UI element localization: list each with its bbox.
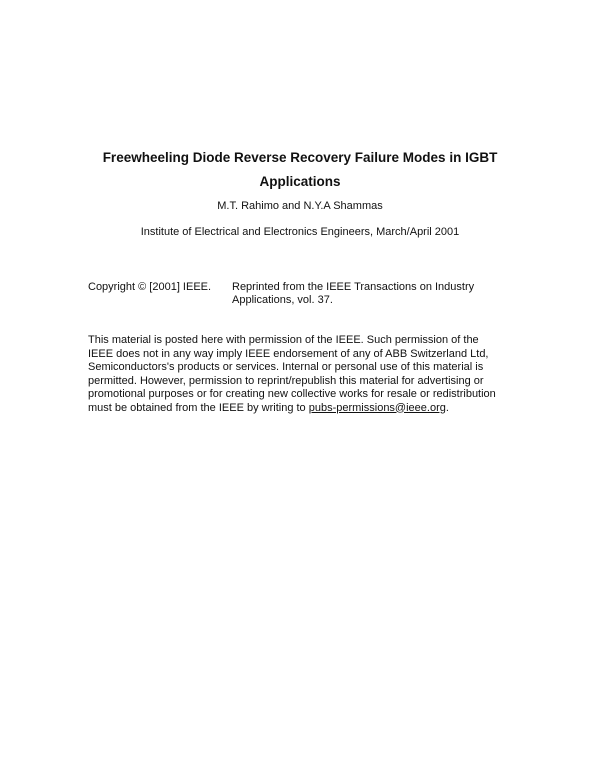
permission-line: This material is posted here with permission of the IEEE. Such permission of the xyxy=(88,334,479,346)
reprint-line-1: Reprinted from the IEEE Transactions on Industry xyxy=(232,281,475,293)
reprint-line-2: Applications, vol. 37. xyxy=(232,294,333,306)
authors: M.T. Rahimo and N.Y.A Shammas xyxy=(217,200,383,212)
document-title-line-1: Freewheeling Diode Reverse Recovery Failure Modes in IGBT xyxy=(102,150,498,165)
permission-last-line xyxy=(88,403,449,414)
permission-line: promotional purposes or for creating new collective works for resale or redistribution xyxy=(88,388,496,400)
permission-line: permitted. However, permission to reprint/republish this material for advertising or xyxy=(88,374,484,387)
copyright-label: Copyright © [2001] IEEE. xyxy=(88,281,212,293)
permission-text: must be obtained from the IEEE by writing to xyxy=(88,401,309,414)
document-title-line-2: Applications xyxy=(259,174,341,189)
email-link[interactable]: pubs-permissions@ieee.org xyxy=(308,401,446,414)
period: . xyxy=(445,401,449,414)
permission-line: Semiconductors's products or services. Internal or personal use of this material is xyxy=(88,361,484,373)
permission-line: IEEE does not in any way imply IEEE endorsement of any of ABB Switzerland Ltd, xyxy=(88,347,489,360)
publisher-line: Institute of Electrical and Electronics Engineers, March/April 2001 xyxy=(140,226,460,238)
